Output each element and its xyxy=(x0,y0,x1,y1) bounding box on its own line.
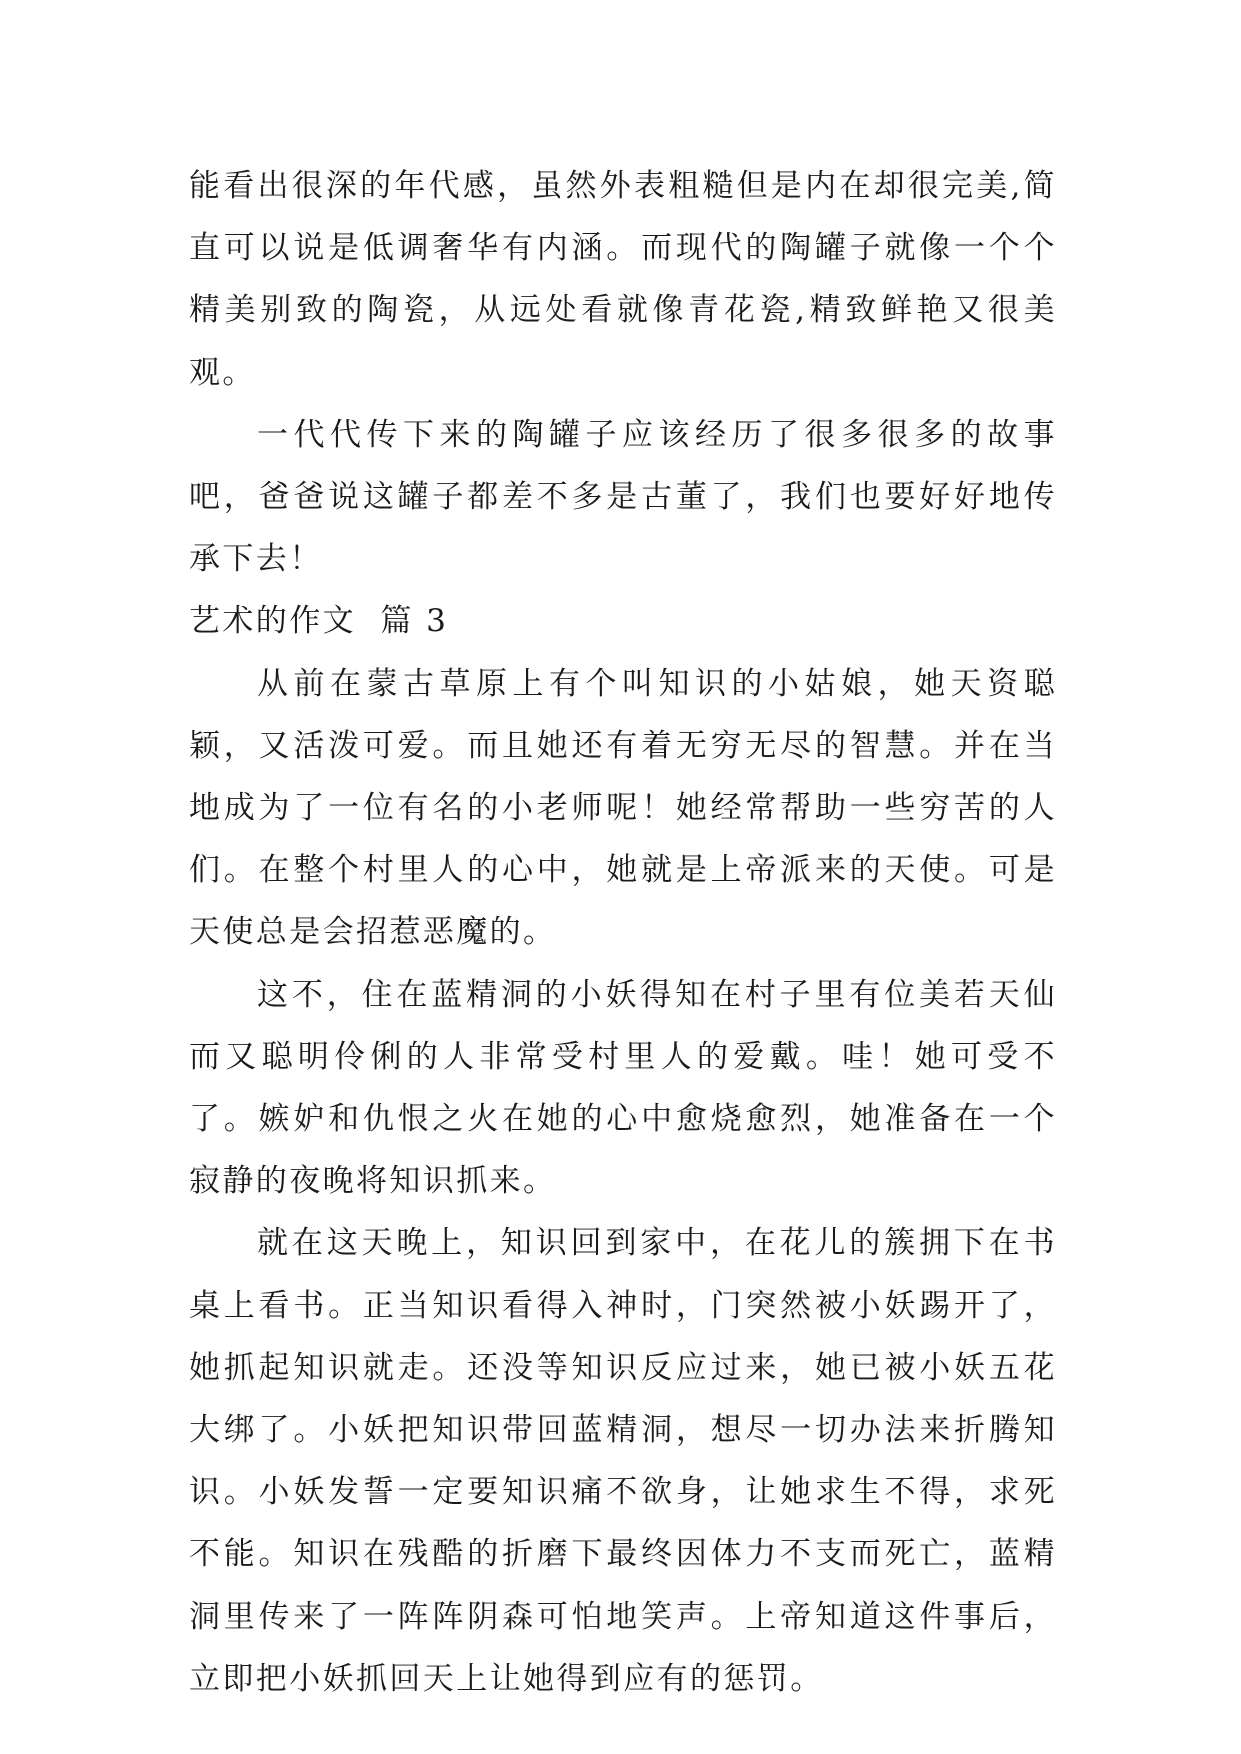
section-paragraph-2: 这不，住在蓝精洞的小妖得知在村子里有位美若天仙而又聪明伶俐的人非常受村里人的爱戴。哇！她可受不了。嫉妒和仇恨之火在她的心中愈烧愈烈，她准备在一个寂静的夜晚将知识抓来。 xyxy=(189,976,1057,1200)
section-heading-title: 艺术的作文 xyxy=(189,603,356,640)
paragraph-2: 一代代传下来的陶罐子应该经历了很多很多的故事吧，爸爸说这罐子都差不多是古董了，我们也要好好地传承下去！ xyxy=(189,416,1057,578)
document-body xyxy=(189,155,1057,1710)
paragraph-1: 能看出很深的年代感，虽然外表粗糙但是内在却很完美,简直可以说是低调奢华有内涵。而现代的陶罐子就像一个个精美别致的陶瓷，从远处看就像青花瓷,精致鲜艳又很美观。 xyxy=(189,168,1057,391)
section-heading xyxy=(189,590,1057,652)
section-paragraph-1: 从前在蒙古草原上有个叫知识的小姑娘，她天资聪颖，又活泼可爱。而且她还有着无穷无尽的智慧。并在当地成为了一位有名的小老师呢！她经常帮助一些穷苦的人们。在整个村里人的心中，她就是上帝派来的天使。可是天使总是会招惹恶魔的。 xyxy=(189,665,1057,951)
section-heading-label: 篇 3 xyxy=(380,603,449,640)
section-paragraph-3: 就在这天晚上，知识回到家中，在花儿的簇拥下在书桌上看书。正当知识看得入神时，门突然被小妖踢开了，她抓起知识就走。还没等知识反应过来，她已被小妖五花大绑了。小妖把知识带回蓝精洞，想尽一切办法来折腾知识。小妖发誓一定要知识痛不欲身，让她求生不得，求死不能。知识在残酷的折磨下最终因体力不支而死亡，蓝精洞里传来了一阵阵阴森可怕地笑声。上帝知道这件事后，立即把小妖抓回天上让她得到应有的惩罚。 xyxy=(189,1225,1057,1697)
